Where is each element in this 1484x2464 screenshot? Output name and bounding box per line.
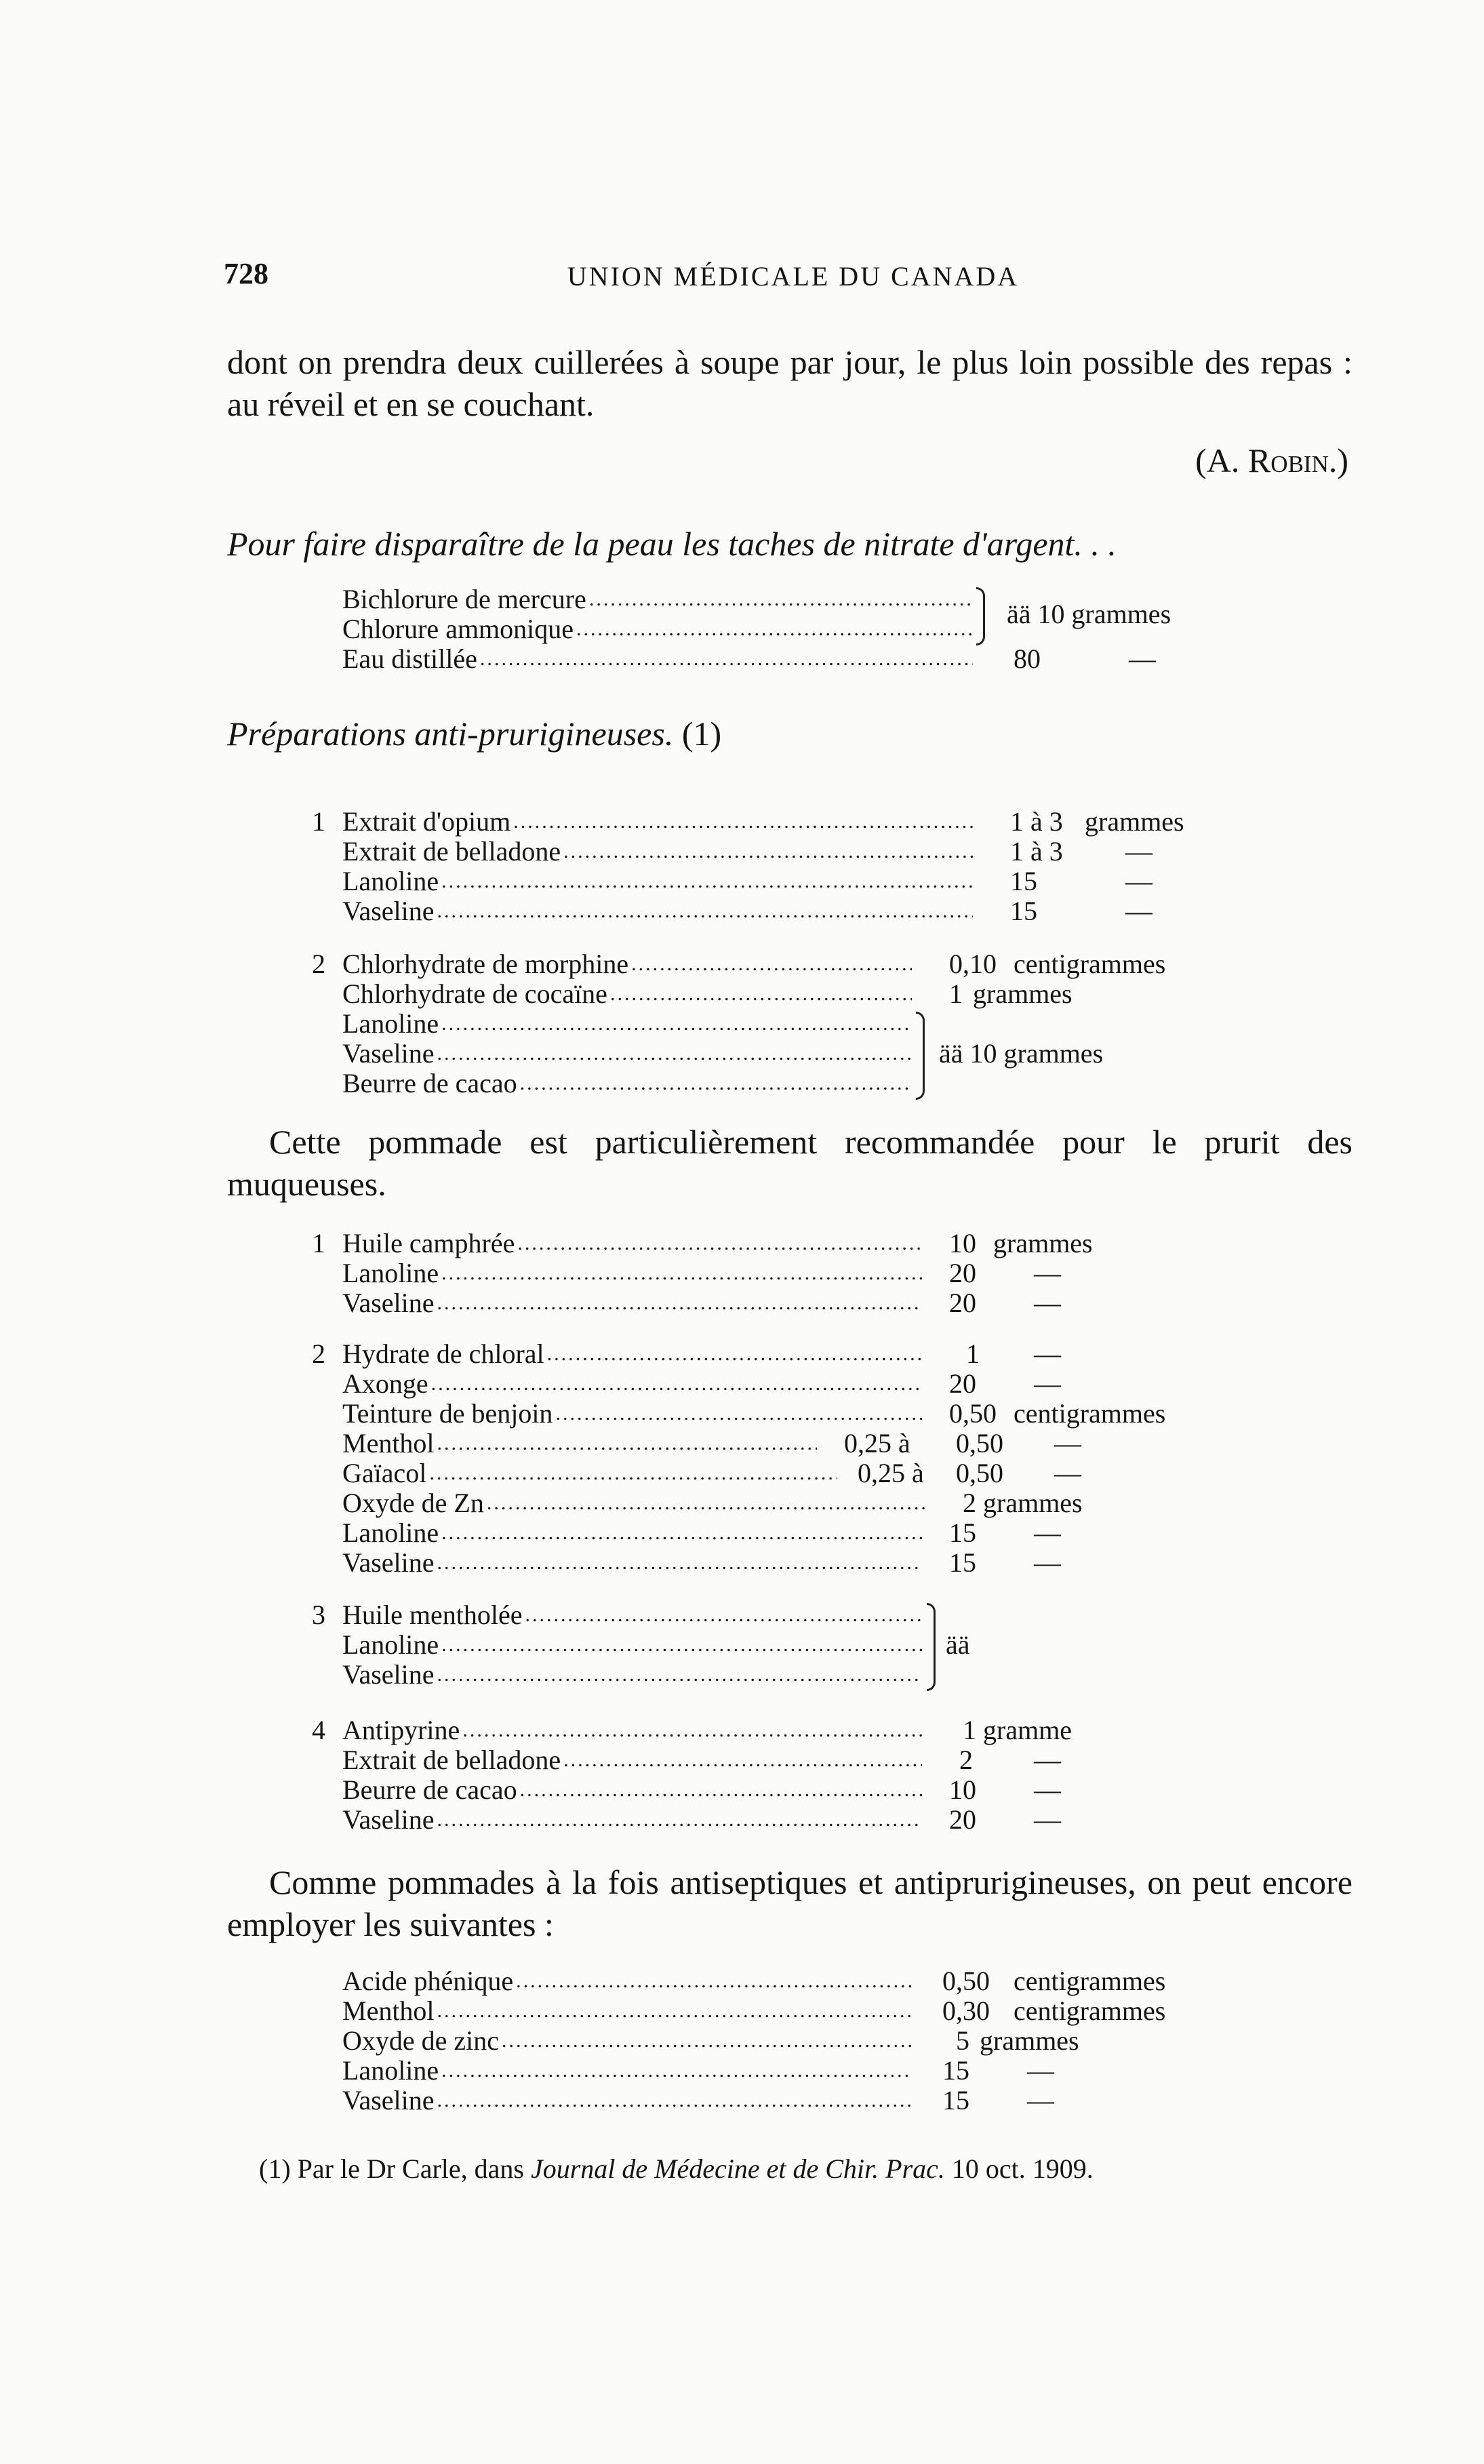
- prescription-5: 3 Huile mentholée ..... Lanoline ..... Vaseline ..... ää: [342, 1600, 1224, 1690]
- rx-row: Chlorure ammonique .....: [342, 614, 1224, 644]
- intro-paragraph: dont on prendra deux cuillerées à soupe par jour, le plus loin possible des repas : au réveil et en se couchant.: [227, 343, 1352, 423]
- rx-row: Eau distillée ..... 80 —: [342, 644, 1224, 674]
- prescription-nitrate: [342, 584, 1224, 674]
- brace-label: ää 10 grammes: [939, 1038, 1104, 1069]
- brace: [976, 587, 985, 645]
- prescription-7: Acide phénique ..... 0,50 centigrammes Menthol ..... 0,30 centigrammes Oxyde de zinc ..... 5 grammes Lanoline ..... 15 — Vaseline ..... 15 —: [342, 1966, 1224, 2115]
- prescription-2: 2 Chlorhydrate de morphine ..... 0,10 centigrammes Chlorhydrate de cocaïne ..... 1 grammes Lanoline ..... Vaseline ..... Beurre de cacao ..... ää 10 grammes: [342, 949, 1224, 1098]
- prescription-1: 1 Extrait d'opium ..... 1 à 3 grammes Extrait de belladone ..... 1 à 3 — Lanoline ..... 15 — Vaseline ..... 15 —: [342, 807, 1224, 926]
- author-name: Robin: [1247, 441, 1329, 479]
- prescription-3: 1 Huile camphrée ..... 10 grammes Lanoline ..... 20 — Vaseline ..... 20 —: [342, 1229, 1224, 1318]
- page-number: 728: [224, 257, 268, 290]
- footnote-ref: (1): [681, 715, 722, 753]
- footnote-journal: Journal de Médecine et de Chir. Prac.: [530, 2153, 945, 2184]
- author-signature: (A. Robin.): [1195, 441, 1348, 479]
- section-heading-antiprurigineuses: Préparations anti-prurigineuses. (1): [227, 715, 722, 753]
- paragraph-antiseptiques: Comme pommades à la fois antiseptiques et antiprurigineuses, on peut encore employer les suivantes :: [227, 1863, 1352, 1943]
- running-title: UNION MÉDICALE DU CANADA: [567, 261, 1020, 292]
- brace: [916, 1012, 925, 1100]
- brace-label: ää 10 grammes: [1007, 599, 1171, 629]
- brace-label: ää: [946, 1629, 970, 1660]
- brace: [927, 1603, 936, 1691]
- paragraph-muqueuses: Cette pommade est particulièrement recommandée pour le prurit des muqueuses.: [227, 1123, 1352, 1203]
- footnote: (1) Par le Dr Carle, dans Journal de Médecine et de Chir. Prac. 10 oct. 1909.: [259, 2153, 1094, 2184]
- prescription-4: 2 Hydrate de chloral ..... 1 — Axonge ..... 20 — Teinture de benjoin ..... 0,50 centigrammes Menthol ..... 0,25 à 0,50 — Gaïacol ..... 0,25 à 0,50 — Oxyde de Zn ..... 2 grammes Lanoline ..... 15 — Vaseline ..... 15 —: [342, 1339, 1224, 1578]
- section-heading-nitrate: Pour faire disparaître de la peau les taches de nitrate d'argent. . .: [227, 525, 1117, 563]
- prescription-6: 4 Antipyrine ..... 1 gramme Extrait de belladone ..... 2 — Beurre de cacao ..... 10 — Vaseline ..... 20 —: [342, 1715, 1224, 1835]
- rx-row: Bichlorure de mercure .....: [342, 584, 1224, 614]
